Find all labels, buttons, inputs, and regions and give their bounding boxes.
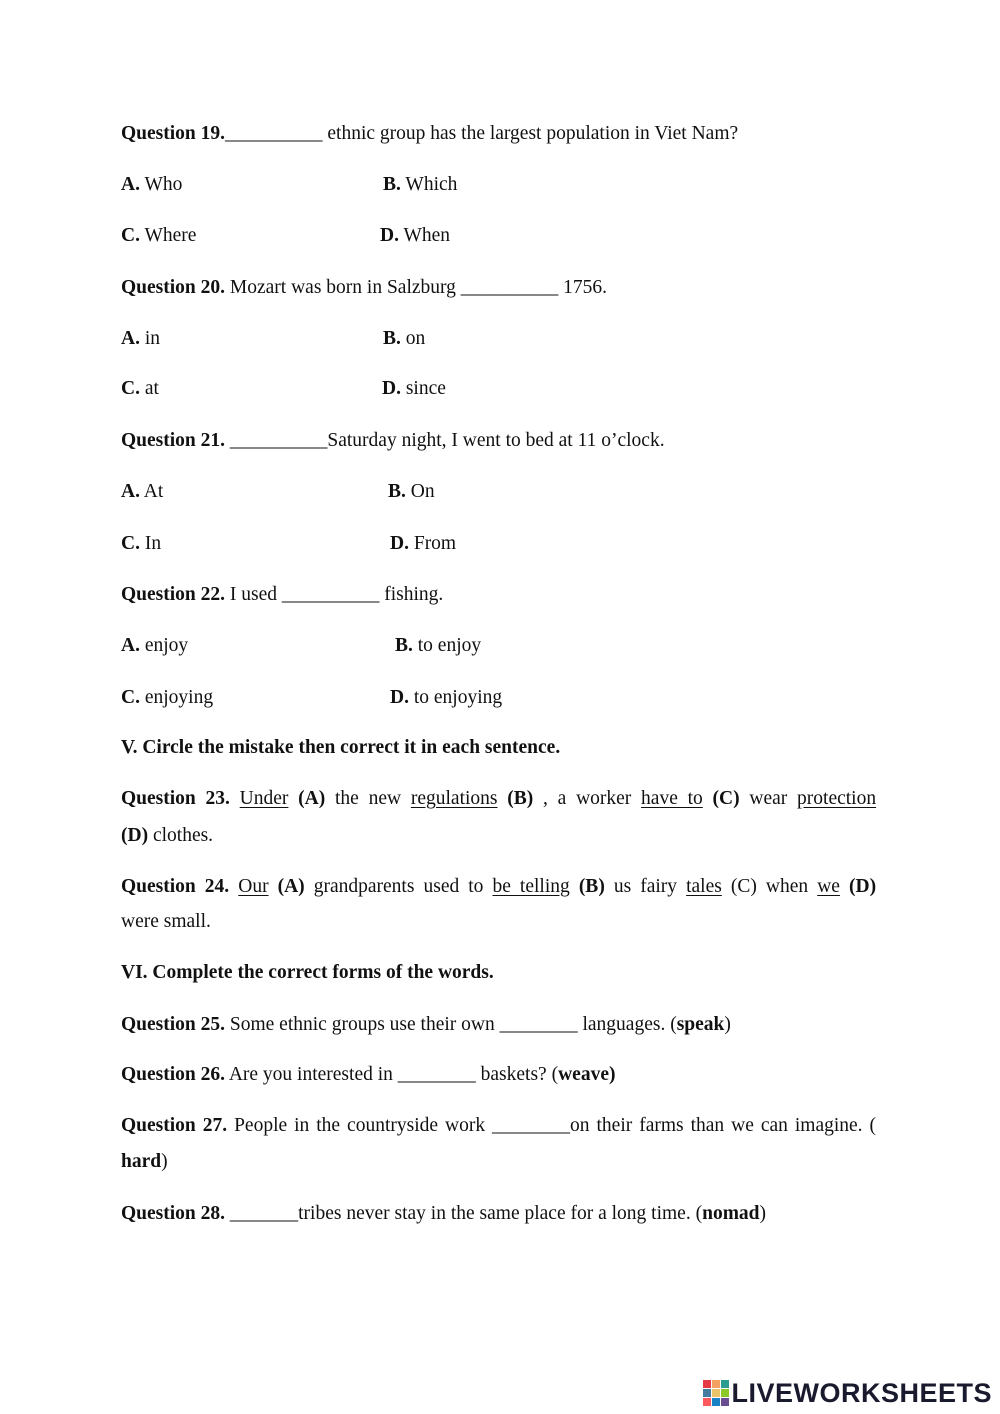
option-letter: B.: [395, 635, 413, 656]
mistake-marker: (C): [730, 876, 757, 897]
liveworksheets-logo[interactable]: [703, 1377, 992, 1408]
option-c[interactable]: [121, 379, 159, 399]
answer-blank: __________: [460, 277, 559, 298]
underlined-word[interactable]: have to: [641, 788, 703, 809]
answer-blank[interactable]: ________: [397, 1064, 476, 1085]
question-24: [121, 877, 876, 897]
option-letter: A.: [121, 635, 140, 656]
option-text: From: [408, 533, 457, 554]
question-22: [121, 585, 443, 605]
underlined-word[interactable]: tales: [686, 876, 722, 897]
root-word: speak: [676, 1014, 725, 1035]
answer-blank[interactable]: ________: [492, 1115, 571, 1136]
logo-square: [712, 1380, 720, 1388]
question-text: baskets? (: [475, 1064, 559, 1085]
question-label: Question 23.: [121, 788, 230, 809]
option-text: on: [400, 328, 426, 349]
logo-square: [703, 1398, 711, 1406]
option-letter: B.: [383, 174, 401, 195]
question-19: [121, 124, 738, 144]
question-24-cont: [121, 912, 211, 932]
heading-text: V. Circle the mistake then correct it in each sentence.: [121, 737, 561, 758]
option-d[interactable]: [390, 688, 502, 708]
option-letter: D.: [382, 378, 401, 399]
underlined-word[interactable]: Our: [238, 876, 269, 897]
question-text: us fairy: [613, 876, 687, 897]
question-text: Mozart was born in Salzburg: [225, 277, 461, 298]
logo-square: [721, 1389, 729, 1397]
option-d[interactable]: [382, 379, 446, 399]
option-letter: A.: [121, 328, 140, 349]
option-letter: D.: [380, 225, 399, 246]
question-text: Some ethnic groups use their own: [225, 1014, 500, 1035]
question-20: [121, 278, 607, 298]
question-text: tribes never stay in the same place for a long time. (: [298, 1203, 703, 1224]
question-27: [121, 1116, 876, 1136]
option-letter: C.: [121, 225, 140, 246]
option-b[interactable]: [383, 329, 425, 349]
answer-blank[interactable]: _______: [225, 1203, 299, 1224]
root-word: nomad: [702, 1203, 760, 1224]
option-text: in: [139, 328, 161, 349]
logo-grid-icon: [703, 1380, 729, 1406]
question-25: [121, 1015, 731, 1035]
question-27-cont: [121, 1152, 168, 1172]
underlined-word[interactable]: we: [817, 876, 840, 897]
question-26: [121, 1065, 615, 1085]
question-text: languages. (: [577, 1014, 677, 1035]
question-21: [121, 431, 665, 451]
answer-blank: __________: [225, 123, 323, 144]
section-heading-vi: [121, 963, 494, 983]
question-23: [121, 789, 876, 809]
option-text: At: [139, 481, 164, 502]
mistake-marker: (D): [849, 876, 877, 897]
question-text: Are you interested in: [225, 1064, 398, 1085]
option-letter: B.: [388, 481, 406, 502]
underlined-word[interactable]: Under: [239, 788, 289, 809]
question-label: Question 26.: [121, 1064, 226, 1085]
option-c[interactable]: [121, 226, 196, 246]
option-text: In: [139, 533, 162, 554]
question-label: Question 25.: [121, 1014, 226, 1035]
question-text: ): [724, 1014, 731, 1035]
option-text: enjoying: [139, 687, 214, 708]
option-a[interactable]: [121, 482, 163, 502]
option-letter: A.: [121, 174, 140, 195]
option-text: enjoy: [139, 635, 189, 656]
logo-square: [712, 1398, 720, 1406]
option-a[interactable]: [121, 636, 188, 656]
mistake-marker: (D): [121, 825, 149, 846]
mistake-marker: (A): [298, 788, 326, 809]
logo-square: [703, 1389, 711, 1397]
answer-blank: __________: [281, 584, 380, 605]
logo-square: [712, 1389, 720, 1397]
question-text: 1756.: [558, 277, 608, 298]
question-text: clothes.: [148, 825, 214, 846]
logo-square: [721, 1398, 729, 1406]
question-text: ): [161, 1151, 168, 1172]
mistake-marker: (B): [507, 788, 534, 809]
question-text: Saturday night, I went to bed at 11 o’clock.: [327, 430, 665, 451]
underlined-word[interactable]: be telling: [492, 876, 570, 897]
question-label: Question 19.: [121, 123, 226, 144]
option-text: Who: [139, 174, 183, 195]
option-a[interactable]: [121, 175, 182, 195]
root-word: weave): [558, 1064, 616, 1085]
option-b[interactable]: [383, 175, 457, 195]
option-a[interactable]: [121, 329, 160, 349]
underlined-word[interactable]: protection: [797, 788, 877, 809]
option-d[interactable]: [380, 226, 450, 246]
logo-square: [721, 1380, 729, 1388]
logo-text: LIVEWORKSHEETS: [731, 1377, 992, 1408]
question-label: Question 21.: [121, 430, 226, 451]
option-letter: D.: [390, 533, 409, 554]
question-label: Question 27.: [121, 1115, 228, 1136]
option-text: Where: [139, 225, 197, 246]
underlined-word[interactable]: regulations: [410, 788, 498, 809]
option-d[interactable]: [390, 534, 456, 554]
option-text: Which: [400, 174, 458, 195]
root-word: hard: [121, 1151, 162, 1172]
option-letter: C.: [121, 533, 140, 554]
logo-square: [703, 1380, 711, 1388]
mistake-marker: (B): [578, 876, 605, 897]
question-28: [121, 1204, 766, 1224]
question-text: , a worker: [543, 788, 642, 809]
question-label: Question 24.: [121, 876, 230, 897]
option-letter: D.: [390, 687, 409, 708]
question-text: wear: [749, 788, 798, 809]
option-c[interactable]: [121, 534, 161, 554]
question-text: on their farms than we can imagine. (: [570, 1115, 877, 1136]
question-text: ethnic group has the largest population in Viet Nam?: [322, 123, 739, 144]
question-text: were small.: [121, 911, 211, 932]
option-b[interactable]: [388, 482, 435, 502]
option-text: at: [139, 378, 159, 399]
question-text: I used: [225, 584, 282, 605]
answer-blank[interactable]: ________: [499, 1014, 578, 1035]
option-text: to enjoying: [408, 687, 503, 708]
question-label: Question 22.: [121, 584, 226, 605]
question-text: People in the countryside work: [227, 1115, 493, 1136]
question-label: Question 28.: [121, 1203, 226, 1224]
option-letter: C.: [121, 378, 140, 399]
heading-text: VI. Complete the correct forms of the words.: [121, 962, 494, 983]
option-text: On: [405, 481, 435, 502]
question-text: the new: [335, 788, 411, 809]
section-heading-v: [121, 738, 560, 758]
question-label: Question 20.: [121, 277, 226, 298]
option-letter: A.: [121, 481, 140, 502]
question-text: when: [765, 876, 818, 897]
answer-blank: __________: [225, 430, 328, 451]
mistake-marker: (A): [277, 876, 305, 897]
question-text: ): [759, 1203, 767, 1224]
option-c[interactable]: [121, 688, 213, 708]
question-23-cont: [121, 826, 213, 846]
question-text: grandparents used to: [313, 876, 493, 897]
option-letter: B.: [383, 328, 401, 349]
option-text: since: [400, 378, 446, 399]
mistake-marker: (C): [712, 788, 740, 809]
option-text: When: [398, 225, 451, 246]
option-text: to enjoy: [412, 635, 482, 656]
option-b[interactable]: [395, 636, 481, 656]
question-text: fishing.: [379, 584, 444, 605]
option-letter: C.: [121, 687, 140, 708]
